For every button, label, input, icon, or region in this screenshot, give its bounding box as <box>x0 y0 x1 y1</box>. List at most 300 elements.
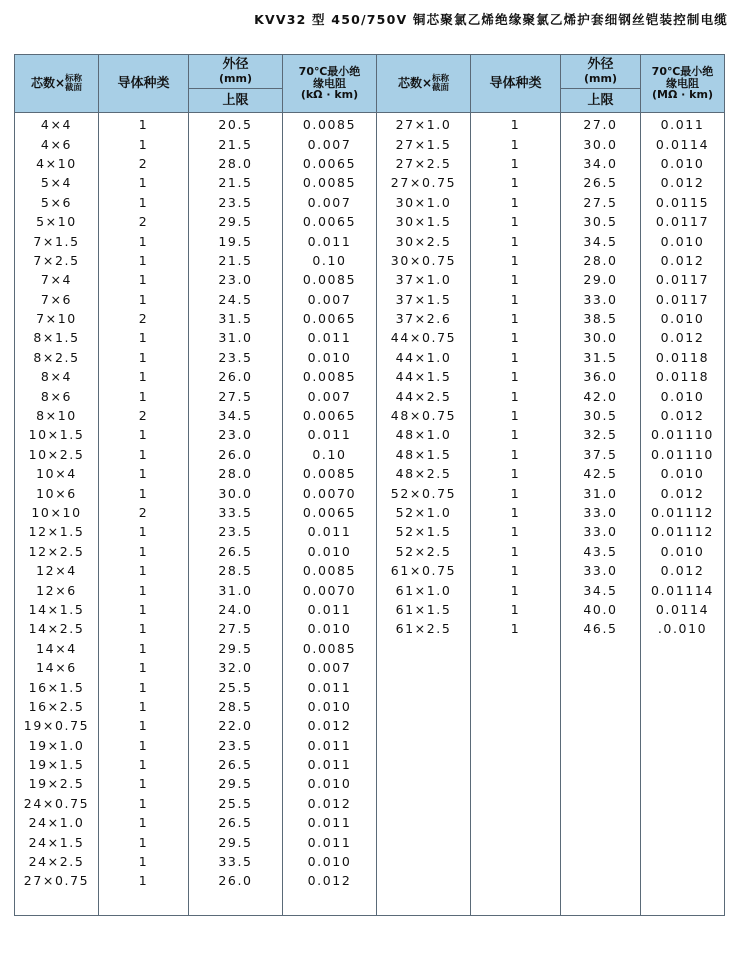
table-cell: 32.5 <box>561 425 641 444</box>
table-cell <box>561 639 641 658</box>
table-cell: 1 <box>99 173 189 192</box>
table-cell: 1 <box>471 522 561 541</box>
header-conductor-right: 导体种类 <box>471 55 561 113</box>
table-cell: 29.5 <box>189 639 283 658</box>
table-row <box>15 348 725 367</box>
header-conductor-left: 导体种类 <box>99 55 189 113</box>
table-cell: 34.5 <box>561 231 641 250</box>
table-cell: 10×10 <box>15 503 99 522</box>
table-cell: 14×2.5 <box>15 619 99 638</box>
table-cell: 1 <box>471 503 561 522</box>
table-cell: 52×1.0 <box>377 503 471 522</box>
table-cell: 0.012 <box>641 251 725 270</box>
table-cell: 0.010 <box>641 386 725 405</box>
table-cell: 38.5 <box>561 309 641 328</box>
table-cell: 26.5 <box>189 542 283 561</box>
table-cell: 0.012 <box>283 794 377 813</box>
table-row <box>15 503 725 522</box>
table-cell: 61×2.5 <box>377 619 471 638</box>
table-cell <box>377 755 471 774</box>
table-cell: 7×10 <box>15 309 99 328</box>
table-cell: 61×1.0 <box>377 580 471 599</box>
table-cell: 0.010 <box>283 542 377 561</box>
table-cell <box>641 639 725 658</box>
header-resistance-right: 70℃最小绝 缘电阻 (MΩ · km) <box>641 55 725 113</box>
table-cell: 1 <box>99 542 189 561</box>
table-row <box>15 813 725 832</box>
table-cell: 37×1.5 <box>377 290 471 309</box>
table-cell <box>471 736 561 755</box>
table-cell: 12×1.5 <box>15 522 99 541</box>
table-row <box>15 212 725 231</box>
table-cell: 20.5 <box>189 113 283 135</box>
table-cell: 1 <box>471 251 561 270</box>
table-cell: 19×0.75 <box>15 716 99 735</box>
table-cell: 1 <box>99 425 189 444</box>
table-cell: 0.012 <box>283 871 377 890</box>
cable-spec-table <box>14 54 725 916</box>
table-cell: 28.5 <box>189 561 283 580</box>
table-cell: 1 <box>99 348 189 367</box>
table-cell: 1 <box>471 367 561 386</box>
table-cell: 37×1.0 <box>377 270 471 289</box>
table-cell: 7×2.5 <box>15 251 99 270</box>
table-cell: 1 <box>99 600 189 619</box>
table-cell: 27.5 <box>189 619 283 638</box>
table-cell: 1 <box>471 464 561 483</box>
table-cell <box>377 736 471 755</box>
table-cell <box>471 832 561 851</box>
table-cell <box>561 813 641 832</box>
table-cell: 10×2.5 <box>15 445 99 464</box>
table-cell: 26.0 <box>189 871 283 890</box>
table-cell: 7×1.5 <box>15 231 99 250</box>
table-cell <box>189 891 283 916</box>
table-cell <box>377 697 471 716</box>
table-cell: 0.011 <box>283 425 377 444</box>
table-cell: 14×1.5 <box>15 600 99 619</box>
table-cell: 0.010 <box>641 464 725 483</box>
table-cell: 31.5 <box>561 348 641 367</box>
table-cell: 0.0115 <box>641 193 725 212</box>
table-cell: 1 <box>471 134 561 153</box>
table-cell: 29.0 <box>561 270 641 289</box>
table-cell: 52×0.75 <box>377 483 471 502</box>
table-cell: 26.5 <box>189 755 283 774</box>
table-cell: 1 <box>99 231 189 250</box>
table-cell: 33.0 <box>561 522 641 541</box>
table-cell: 27×1.5 <box>377 134 471 153</box>
table-cell: 27×0.75 <box>377 173 471 192</box>
table-cell: 0.012 <box>641 406 725 425</box>
table-cell: 0.011 <box>283 813 377 832</box>
table-row <box>15 561 725 580</box>
table-cell: 24×0.75 <box>15 794 99 813</box>
table-cell: 24×1.0 <box>15 813 99 832</box>
table-cell <box>377 871 471 890</box>
table-row <box>15 600 725 619</box>
table-row <box>15 522 725 541</box>
table-cell: 37.5 <box>561 445 641 464</box>
table-cell: 0.011 <box>283 832 377 851</box>
table-cell: 21.5 <box>189 251 283 270</box>
table-cell: 48×1.0 <box>377 425 471 444</box>
table-cell: 7×6 <box>15 290 99 309</box>
table-row <box>15 542 725 561</box>
table-cell: .0.010 <box>641 619 725 638</box>
table-cell: 0.10 <box>283 445 377 464</box>
table-cell: 0.010 <box>641 542 725 561</box>
table-cell: 33.0 <box>561 290 641 309</box>
table-row <box>15 580 725 599</box>
table-cell: 8×2.5 <box>15 348 99 367</box>
table-cell <box>471 774 561 793</box>
table-row <box>15 755 725 774</box>
table-cell: 16×2.5 <box>15 697 99 716</box>
table-cell: 44×2.5 <box>377 386 471 405</box>
table-row <box>15 736 725 755</box>
table-cell: 1 <box>471 425 561 444</box>
table-cell: 34.5 <box>561 580 641 599</box>
table-cell: 2 <box>99 212 189 231</box>
table-cell: 0.0114 <box>641 600 725 619</box>
table-cell: 44×1.0 <box>377 348 471 367</box>
table-cell: 32.0 <box>189 658 283 677</box>
table-cell: 29.5 <box>189 774 283 793</box>
table-cell <box>377 794 471 813</box>
table-cell: 0.010 <box>641 309 725 328</box>
table-cell <box>561 794 641 813</box>
table-cell: 1 <box>471 483 561 502</box>
table-cell: 48×1.5 <box>377 445 471 464</box>
table-cell: 0.0065 <box>283 309 377 328</box>
table-cell: 1 <box>471 290 561 309</box>
table-cell: 23.5 <box>189 348 283 367</box>
table-cell <box>641 774 725 793</box>
table-cell: 0.007 <box>283 193 377 212</box>
table-cell: 1 <box>471 386 561 405</box>
table-cell: 0.01114 <box>641 580 725 599</box>
table-cell: 52×1.5 <box>377 522 471 541</box>
table-cell: 1 <box>99 290 189 309</box>
table-cell <box>641 736 725 755</box>
table-cell: 1 <box>99 134 189 153</box>
table-cell: 28.0 <box>561 251 641 270</box>
table-row <box>15 425 725 444</box>
table-row <box>15 891 725 916</box>
table-cell: 1 <box>99 270 189 289</box>
table-row <box>15 716 725 735</box>
table-cell <box>471 852 561 871</box>
table-cell: 1 <box>99 483 189 502</box>
table-cell: 0.010 <box>283 697 377 716</box>
table-cell: 26.0 <box>189 445 283 464</box>
table-cell <box>471 755 561 774</box>
table-cell: 1 <box>99 774 189 793</box>
table-cell: 8×1.5 <box>15 328 99 347</box>
table-cell <box>471 716 561 735</box>
table-cell: 0.0085 <box>283 173 377 192</box>
table-cell: 0.010 <box>283 852 377 871</box>
table-cell: 0.010 <box>283 619 377 638</box>
table-cell: 1 <box>99 852 189 871</box>
table-cell: 0.012 <box>641 483 725 502</box>
table-cell <box>471 871 561 890</box>
table-cell: 28.0 <box>189 154 283 173</box>
table-cell <box>561 755 641 774</box>
table-cell <box>561 658 641 677</box>
table-cell: 10×4 <box>15 464 99 483</box>
table-cell: 5×10 <box>15 212 99 231</box>
table-cell: 1 <box>471 113 561 135</box>
table-cell: 30×0.75 <box>377 251 471 270</box>
table-row <box>15 406 725 425</box>
table-cell: 1 <box>99 464 189 483</box>
table-cell: 48×0.75 <box>377 406 471 425</box>
table-cell: 4×10 <box>15 154 99 173</box>
table-cell: 1 <box>99 716 189 735</box>
header-upper-limit-left: 上限 <box>189 89 283 113</box>
table-cell: 61×0.75 <box>377 561 471 580</box>
table-cell <box>641 677 725 696</box>
table-cell: 28.0 <box>189 464 283 483</box>
table-cell: 24.5 <box>189 290 283 309</box>
table-cell: 0.0085 <box>283 270 377 289</box>
table-cell: 29.5 <box>189 832 283 851</box>
table-cell <box>471 658 561 677</box>
table-cell: 44×0.75 <box>377 328 471 347</box>
table-cell <box>561 677 641 696</box>
table-cell: 1 <box>471 580 561 599</box>
table-cell <box>641 852 725 871</box>
table-cell: 22.0 <box>189 716 283 735</box>
table-cell: 30.0 <box>189 483 283 502</box>
table-cell: 0.0065 <box>283 154 377 173</box>
table-cell: 0.007 <box>283 290 377 309</box>
table-cell: 1 <box>99 871 189 890</box>
table-cell: 19×1.5 <box>15 755 99 774</box>
table-cell: 40.0 <box>561 600 641 619</box>
table-cell: 0.010 <box>641 154 725 173</box>
table-cell: 1 <box>99 522 189 541</box>
table-cell: 33.0 <box>561 561 641 580</box>
table-cell: 0.0085 <box>283 464 377 483</box>
table-cell: 4×4 <box>15 113 99 135</box>
table-cell: 5×6 <box>15 193 99 212</box>
table-cell: 0.0085 <box>283 639 377 658</box>
table-cell: 2 <box>99 503 189 522</box>
table-row <box>15 270 725 289</box>
table-cell: 21.5 <box>189 134 283 153</box>
table-cell <box>471 794 561 813</box>
table-cell: 1 <box>99 386 189 405</box>
table-cell <box>377 891 471 916</box>
table-row <box>15 309 725 328</box>
table-cell: 8×4 <box>15 367 99 386</box>
table-cell: 27×2.5 <box>377 154 471 173</box>
table-cell: 1 <box>99 251 189 270</box>
table-cell: 42.5 <box>561 464 641 483</box>
table-cell: 0.011 <box>283 600 377 619</box>
table-cell: 0.007 <box>283 658 377 677</box>
table-cell <box>561 852 641 871</box>
table-cell: 31.0 <box>189 580 283 599</box>
table-cell: 0.011 <box>283 755 377 774</box>
table-cell <box>641 813 725 832</box>
table-cell: 0.0070 <box>283 483 377 502</box>
table-cell: 44×1.5 <box>377 367 471 386</box>
table-cell: 0.011 <box>641 113 725 135</box>
table-cell: 21.5 <box>189 173 283 192</box>
table-row <box>15 231 725 250</box>
table-cell: 27.5 <box>189 386 283 405</box>
table-row <box>15 386 725 405</box>
table-cell: 10×6 <box>15 483 99 502</box>
header-outer-diameter-left: 外径 (mm) <box>189 55 283 89</box>
table-cell: 37×2.6 <box>377 309 471 328</box>
table-cell <box>641 658 725 677</box>
table-cell: 0.011 <box>283 677 377 696</box>
table-cell: 1 <box>99 736 189 755</box>
table-row <box>15 445 725 464</box>
table-cell: 27×0.75 <box>15 871 99 890</box>
table-cell: 1 <box>471 154 561 173</box>
table-cell: 0.010 <box>283 774 377 793</box>
table-cell: 1 <box>471 231 561 250</box>
table-cell: 26.0 <box>189 367 283 386</box>
table-cell: 43.5 <box>561 542 641 561</box>
table-cell <box>561 871 641 890</box>
table-cell <box>561 891 641 916</box>
table-cell: 0.0117 <box>641 270 725 289</box>
table-cell: 0.010 <box>283 348 377 367</box>
table-cell: 12×4 <box>15 561 99 580</box>
table-cell: 27.0 <box>561 113 641 135</box>
table-cell: 1 <box>99 755 189 774</box>
table-cell: 1 <box>471 348 561 367</box>
table-row <box>15 251 725 270</box>
table-cell: 34.5 <box>189 406 283 425</box>
table-cell: 0.012 <box>641 328 725 347</box>
table-row <box>15 658 725 677</box>
table-row <box>15 328 725 347</box>
table-cell <box>377 716 471 735</box>
table-cell <box>471 639 561 658</box>
table-row <box>15 483 725 502</box>
table-cell: 23.0 <box>189 270 283 289</box>
table-cell: 0.01112 <box>641 522 725 541</box>
table-cell: 48×2.5 <box>377 464 471 483</box>
table-cell: 0.010 <box>641 231 725 250</box>
table-cell: 1 <box>471 173 561 192</box>
table-cell: 27.5 <box>561 193 641 212</box>
table-cell: 0.0065 <box>283 406 377 425</box>
table-cell: 0.0117 <box>641 290 725 309</box>
table-cell: 30.5 <box>561 212 641 231</box>
table-row <box>15 794 725 813</box>
table-cell: 0.0085 <box>283 367 377 386</box>
table-cell: 1 <box>99 619 189 638</box>
table-cell <box>377 677 471 696</box>
table-cell: 1 <box>471 309 561 328</box>
table-row <box>15 173 725 192</box>
table-cell: 19×2.5 <box>15 774 99 793</box>
table-cell: 16×1.5 <box>15 677 99 696</box>
table-cell: 33.5 <box>189 852 283 871</box>
table-cell: 12×6 <box>15 580 99 599</box>
table-cell: 1 <box>99 561 189 580</box>
table-row <box>15 367 725 386</box>
table-cell: 2 <box>99 154 189 173</box>
table-body <box>15 113 725 916</box>
table-cell: 0.011 <box>283 736 377 755</box>
table-cell: 33.5 <box>189 503 283 522</box>
table-cell: 31.5 <box>189 309 283 328</box>
table-cell <box>641 697 725 716</box>
table-cell <box>561 832 641 851</box>
table-cell: 1 <box>99 328 189 347</box>
table-cell: 24.0 <box>189 600 283 619</box>
table-row <box>15 193 725 212</box>
table-cell: 23.0 <box>189 425 283 444</box>
table-cell: 0.007 <box>283 134 377 153</box>
table-cell: 31.0 <box>189 328 283 347</box>
table-cell: 0.0065 <box>283 212 377 231</box>
table-cell: 10×1.5 <box>15 425 99 444</box>
header-cores-left: 芯数×标称 截面 <box>15 55 99 113</box>
table-header <box>15 55 725 113</box>
table-cell <box>641 891 725 916</box>
table-row <box>15 464 725 483</box>
table-cell: 1 <box>99 113 189 135</box>
header-outer-diameter-right: 外径 (mm) <box>561 55 641 89</box>
table-cell: 42.0 <box>561 386 641 405</box>
table-cell: 1 <box>99 832 189 851</box>
table-row <box>15 134 725 153</box>
table-cell: 14×4 <box>15 639 99 658</box>
table-cell: 31.0 <box>561 483 641 502</box>
table-cell: 1 <box>99 658 189 677</box>
table-cell: 1 <box>471 193 561 212</box>
table-cell: 0.0118 <box>641 367 725 386</box>
table-row <box>15 852 725 871</box>
table-cell <box>377 658 471 677</box>
table-cell: 1 <box>99 813 189 832</box>
table-row <box>15 871 725 890</box>
table-cell: 19×1.0 <box>15 736 99 755</box>
table-row <box>15 154 725 173</box>
table-cell: 52×2.5 <box>377 542 471 561</box>
table-cell <box>99 891 189 916</box>
table-cell: 0.0085 <box>283 561 377 580</box>
table-row <box>15 113 725 135</box>
table-cell: 0.0065 <box>283 503 377 522</box>
table-cell: 25.5 <box>189 794 283 813</box>
table-row <box>15 677 725 696</box>
table-cell: 1 <box>471 212 561 231</box>
table-cell: 0.10 <box>283 251 377 270</box>
table-row <box>15 619 725 638</box>
table-cell: 1 <box>99 193 189 212</box>
table-cell: 28.5 <box>189 697 283 716</box>
table-cell: 34.0 <box>561 154 641 173</box>
table-cell: 1 <box>99 580 189 599</box>
page-title: KVV32 型 450/750V 铜芯聚氯乙烯绝缘聚氯乙烯护套细钢丝铠装控制电缆 <box>254 12 728 27</box>
table-cell: 46.5 <box>561 619 641 638</box>
table-cell <box>641 832 725 851</box>
table-cell: 30×2.5 <box>377 231 471 250</box>
table-cell <box>641 794 725 813</box>
